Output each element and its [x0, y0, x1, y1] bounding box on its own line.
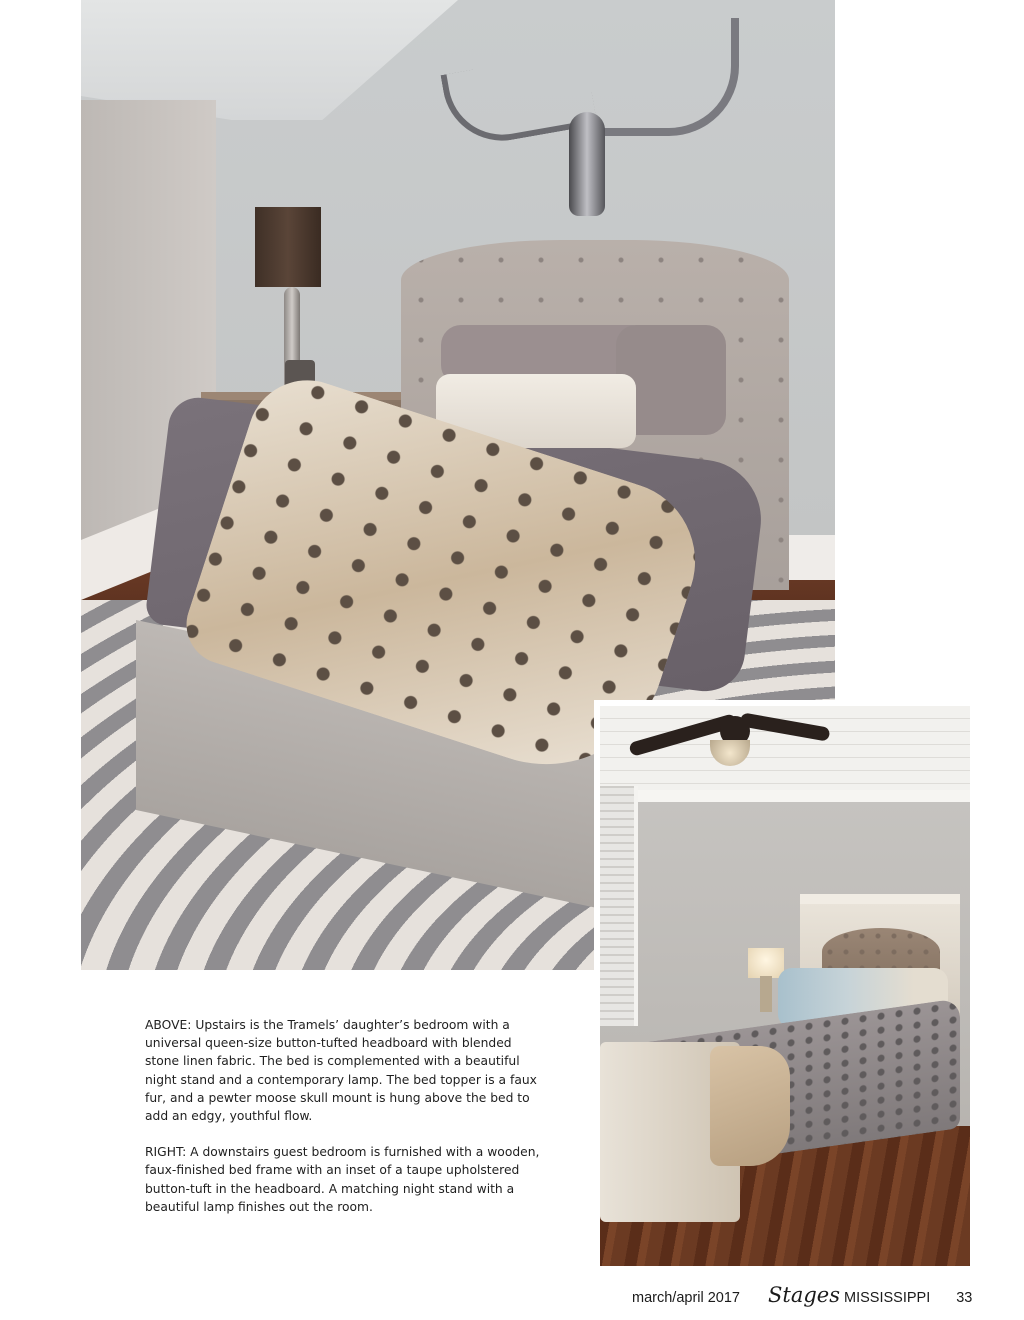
magazine-name: MISSISSIPPI [844, 1290, 931, 1306]
lamp-shade [255, 207, 321, 287]
page-footer [632, 1283, 972, 1307]
issue-date: march/april 2017 [632, 1290, 740, 1306]
guest-bedroom-photo [594, 700, 976, 1272]
lamp-base [760, 976, 772, 1012]
antler-right [601, 18, 739, 136]
moose-skull-mount [569, 112, 605, 216]
window-shutters [600, 786, 638, 1026]
baseboard [781, 535, 835, 580]
lamp-shade [748, 948, 784, 978]
page-number: 33 [956, 1290, 973, 1306]
crown-molding [600, 790, 970, 802]
photo-caption [145, 1016, 540, 1234]
caption-right: RIGHT: A downstairs guest bedroom is furnished with a wooden, faux-finished bed frame with an inset of a taupe upholstered button-tuft in the headboard. A matching night stand with a beautiful lamp finishes out the room. [145, 1145, 540, 1214]
magazine-logo-script: Stages [768, 1283, 840, 1307]
guest-bedroom-image [600, 706, 970, 1266]
throw-blanket [710, 1046, 790, 1166]
caption-above: ABOVE: Upstairs is the Tramels’ daughter’s bedroom with a universal queen-size button-tufted headboard with blended stone linen fabric. The bed is complemented with a beautiful night stand and a contemporary lamp. The bed topper is a faux fur, and a pewter moose skull mount is hung above the bed to add an edgy, youthful flow. [145, 1018, 537, 1124]
